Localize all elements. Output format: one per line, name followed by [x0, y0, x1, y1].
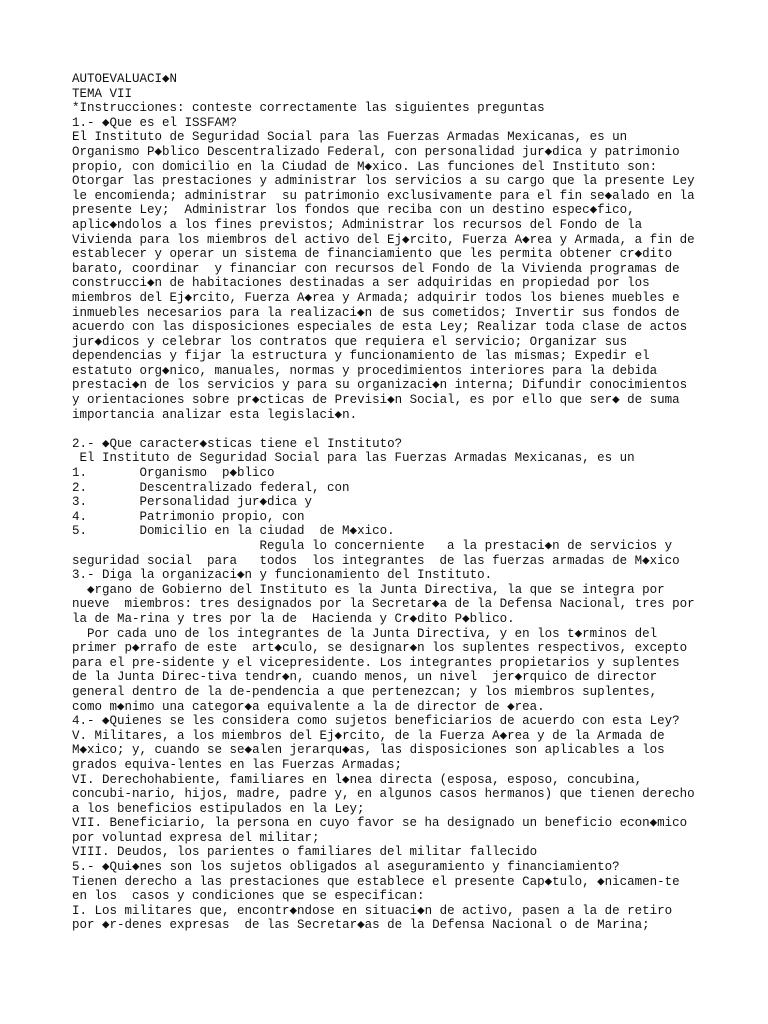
document-line: establecer y operar un sistema de financiamiento que les permita obtener cr◆dito: [72, 247, 673, 262]
document-line: aplic◆ndolos a los fines previstos; Administrar los recursos del Fondo de la: [72, 217, 643, 232]
document-line: importancia analizar esta legislaci◆n.: [72, 407, 358, 422]
document-line: miembros del Ej◆rcito, Fuerza A◆rea y Armada; adquirir todos los bienes muebles e: [72, 290, 680, 305]
document-line: general dentro de la de-pendencia a que pertenezcan; y los miembros suplentes,: [72, 684, 658, 699]
document-line: inmuebles necesarios para la realizaci◆n de sus cometidos; Invertir sus fondos de: [72, 305, 680, 320]
document-line: 2.- ◆Que caracter◆sticas tiene el Instituto?: [72, 436, 403, 451]
document-line: Otorgar las prestaciones y administrar los servicios a su cargo que la presente Ley: [72, 174, 695, 189]
document-line: prestaci◆n de los servicios y para su organizaci◆n interna; Difundir conocimientos: [72, 378, 688, 393]
document-line: acuerdo con las disposiciones especiales de esta Ley; Realizar toda clase de actos: [72, 320, 688, 335]
document-line: por voluntad expresa del militar;: [72, 830, 320, 845]
document-line: le encomienda; administrar su patrimonio exclusivamente para el fin se◆alado en la: [72, 188, 695, 203]
document-line: concubi-nario, hijos, madre, padre y, en algunos casos hermanos) que tienen derecho: [72, 787, 695, 802]
document-line: V. Militares, a los miembros del Ej◆rcito, de la Fuerza A◆rea y de la Armada de: [72, 728, 665, 743]
document-line: Por cada uno de los integrantes de la Junta Directiva, y en los t◆rminos del: [72, 626, 658, 641]
document-line: estatuto org◆nico, manuales, normas y procedimientos interiores para la debida: [72, 363, 658, 378]
document-line: Tienen derecho a las prestaciones que establece el presente Cap◆tulo, ◆nicamen-te: [72, 874, 680, 889]
document-line: Vivienda para los miembros del activo del Ej◆rcito, Fuerza A◆rea y Armada, a fin de: [72, 232, 695, 247]
document-line: a los beneficios estipulados en la Ley;: [72, 801, 365, 816]
document-line: construcci◆n de habitaciones destinadas a ser adquiridas en propiedad por los: [72, 276, 650, 291]
document-line: El Instituto de Seguridad Social para las Fuerzas Armadas Mexicanas, es un: [72, 130, 628, 145]
document-line: AUTOEVALUACI◆N: [72, 72, 178, 86]
document-line: para el pre-sidente y el vicepresidente. Los integrantes propietarios y suplentes: [72, 655, 680, 670]
document-line: El Instituto de Seguridad Social para las Fuerzas Armadas Mexicanas, es un: [72, 451, 635, 466]
document-line: y orientaciones sobre pr◆cticas de Previsi◆n Social, es por ello que ser◆ de suma: [72, 393, 680, 408]
document-line: VII. Beneficiario, la persona en cuyo favor se ha designado un beneficio econ◆mico: [72, 816, 688, 831]
document-line: 2. Descentralizado federal, con: [72, 480, 350, 495]
document-line: Regula lo concerniente a la prestaci◆n de servicios y: [72, 539, 673, 553]
document-line: 1. Organismo p◆blico: [72, 466, 275, 481]
document-line: jur◆dicos y celebrar los contratos que requiera el servicio; Organizar sus: [72, 334, 628, 349]
document-line: presente Ley; Administrar los fondos que reciba con un destino espec◆fico,: [72, 203, 635, 218]
document-line: barato, coordinar y financiar con recursos del Fondo de la Vivienda programas de: [72, 261, 680, 276]
document-line: VI. Derechohabiente, familiares en l◆nea directa (esposa, esposo, concubina,: [72, 772, 643, 787]
document-line: 4. Patrimonio propio, con: [72, 509, 305, 524]
document-line: por ◆r-denes expresas de las Secretar◆as de la Defensa Nacional o de Marina;: [72, 918, 650, 933]
document-line: Organismo P◆blico Descentralizado Federal, con personalidad jur◆dica y patrimonio: [72, 144, 680, 159]
document-line: en los casos y condiciones que se especifican:: [72, 889, 425, 904]
document-line: *Instrucciones: conteste correctamente las siguientes preguntas: [72, 101, 545, 116]
document-line: seguridad social para todos los integrantes de las fuerzas armadas de M◆xico: [72, 553, 680, 568]
document-line: TEMA VII: [72, 86, 133, 101]
document-line: I. Los militares que, encontr◆ndose en situaci◆n de activo, pasen a la de retiro: [72, 903, 673, 918]
document-line: grados equiva-lentes en las Fuerzas Armadas;: [72, 757, 403, 772]
document-line: ◆rgano de Gobierno del Instituto es la Junta Directiva, la que se integra por: [72, 582, 665, 597]
document-line: 5.- ◆Qui◆nes son los sujetos obligados al aseguramiento y financiamiento?: [72, 860, 620, 875]
document-page: [72, 72, 712, 933]
document-line: propio, con domicilio en la Ciudad de M◆xico. Las funciones del Instituto son:: [72, 159, 658, 174]
document-line: de la Junta Direc-tiva tendr◆n, cuando menos, un nivel jer◆rquico de director: [72, 670, 658, 685]
document-line: M◆xico; y, cuando se se◆alen jerarqu◆as, las disposiciones son aplicables a los: [72, 743, 665, 758]
document-line: 1.- ◆Que es el ISSFAM?: [72, 115, 238, 130]
document-line: primer p◆rrafo de este art◆culo, se designar◆n los suplentes respectivos, excepto: [72, 641, 688, 656]
document-line: [72, 422, 712, 437]
document-line: 3.- Diga la organizaci◆n y funcionamiento del Instituto.: [72, 568, 493, 583]
document-line: la de Ma-rina y tres por la de Hacienda y Cr◆dito P◆blico.: [72, 611, 515, 626]
document-line: VIII. Deudos, los parientes o familiares del militar fallecido: [72, 845, 538, 860]
document-line: 5. Domicilio en la ciudad de M◆xico.: [72, 524, 395, 539]
document-line: nueve miembros: tres designados por la Secretar◆a de la Defensa Nacional, tres por: [72, 597, 695, 612]
document-line: como m◆nimo una categor◆a equivalente a la de director de ◆rea.: [72, 699, 545, 714]
document-line: dependencias y fijar la estructura y funcionamiento de las mismas; Expedir el: [72, 349, 650, 364]
document-line: 4.- ◆Quienes se les considera como sujetos beneficiarios de acuerdo con esta Ley?: [72, 714, 680, 729]
document-line: 3. Personalidad jur◆dica y: [72, 495, 313, 510]
